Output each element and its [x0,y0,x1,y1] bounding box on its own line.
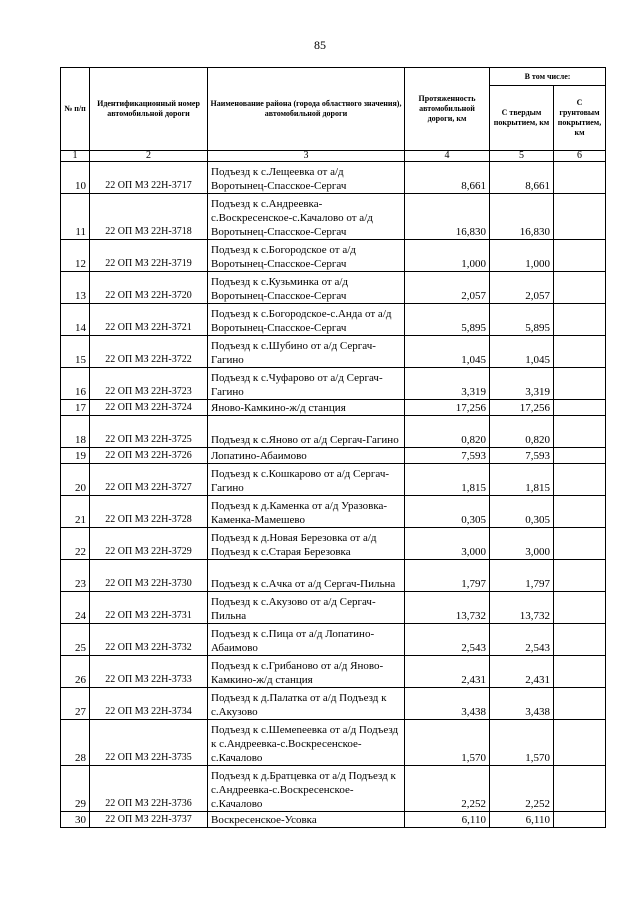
soil-surface-length [554,688,606,720]
road-name: Подъезд к с.Акузово от а/д Сергач-Пильна [208,592,405,624]
soil-surface-length [554,194,606,240]
soil-surface-length [554,448,606,464]
hard-surface-length: 6,110 [490,812,554,828]
header-hard: С твердым покрытием, км [490,86,554,151]
row-number: 10 [61,162,90,194]
road-length: 2,057 [405,272,490,304]
road-length: 3,000 [405,528,490,560]
hard-surface-length: 3,000 [490,528,554,560]
road-id: 22 ОП МЗ 22Н-3726 [90,448,208,464]
road-name: Яново-Камкино-ж/д станция [208,400,405,416]
road-name: Подъезд к с.Андреевка-с.Воскресенское-с.Качалово от а/д Воротынец-Спасское-Сергач [208,194,405,240]
row-number: 29 [61,766,90,812]
header-soil: С грунтовым покрытием, км [554,86,606,151]
road-id: 22 ОП МЗ 22Н-3728 [90,496,208,528]
row-number: 27 [61,688,90,720]
row-number: 15 [61,336,90,368]
soil-surface-length [554,720,606,766]
soil-surface-length [554,162,606,194]
road-name: Подъезд к с.Кузьминка от а/д Воротынец-Спасское-Сергач [208,272,405,304]
table-row [61,592,606,624]
soil-surface-length [554,400,606,416]
hard-surface-length: 5,895 [490,304,554,336]
column-number: 1 [61,151,90,162]
hard-surface-length: 0,305 [490,496,554,528]
row-number: 11 [61,194,90,240]
hard-surface-length: 8,661 [490,162,554,194]
hard-surface-length: 16,830 [490,194,554,240]
road-name: Воскресенское-Усовка [208,812,405,828]
road-length: 13,732 [405,592,490,624]
table-row [61,400,606,416]
road-id: 22 ОП МЗ 22Н-3717 [90,162,208,194]
road-name: Подъезд к с.Шубино от а/д Сергач-Гагино [208,336,405,368]
soil-surface-length [554,812,606,828]
table-row [61,688,606,720]
row-number: 17 [61,400,90,416]
road-name: Подъезд к д.Новая Березовка от а/д Подъезд к с.Старая Березовка [208,528,405,560]
table-row [61,240,606,272]
row-number: 28 [61,720,90,766]
road-id: 22 ОП МЗ 22Н-3737 [90,812,208,828]
column-number: 5 [490,151,554,162]
road-id: 22 ОП МЗ 22Н-3731 [90,592,208,624]
row-number: 13 [61,272,90,304]
road-length: 16,830 [405,194,490,240]
hard-surface-length: 13,732 [490,592,554,624]
column-number: 2 [90,151,208,162]
road-length: 5,895 [405,304,490,336]
road-length: 0,305 [405,496,490,528]
road-id: 22 ОП МЗ 22Н-3722 [90,336,208,368]
soil-surface-length [554,272,606,304]
road-id: 22 ОП МЗ 22Н-3734 [90,688,208,720]
soil-surface-length [554,592,606,624]
column-number: 3 [208,151,405,162]
road-id: 22 ОП МЗ 22Н-3736 [90,766,208,812]
road-length: 1,797 [405,560,490,592]
road-id: 22 ОП МЗ 22Н-3724 [90,400,208,416]
road-id: 22 ОП МЗ 22Н-3729 [90,528,208,560]
hard-surface-length: 1,815 [490,464,554,496]
table-row [61,496,606,528]
hard-surface-length: 1,797 [490,560,554,592]
road-name: Подъезд к с.Шемеnеевка от а/д Подъезд к с.Андреевка-с.Воскресенское-с.Качалово [208,720,405,766]
header-num: № п/п [61,68,90,151]
table-body [61,162,606,828]
table-row [61,560,606,592]
header-name: Наименование района (города областного значения), автомобильной дороги [208,68,405,151]
hard-surface-length: 1,000 [490,240,554,272]
row-number: 23 [61,560,90,592]
road-length: 1,815 [405,464,490,496]
road-id: 22 ОП МЗ 22Н-3735 [90,720,208,766]
header-group: В том числе: [490,68,606,86]
row-number: 16 [61,368,90,400]
table-row [61,368,606,400]
roads-table [60,67,606,828]
road-name: Подъезд к с.Ачка от а/д Сергач-Пильна [208,560,405,592]
road-length: 1,000 [405,240,490,272]
row-number: 14 [61,304,90,336]
hard-surface-length: 7,593 [490,448,554,464]
road-id: 22 ОП МЗ 22Н-3718 [90,194,208,240]
hard-surface-length: 1,045 [490,336,554,368]
table-row [61,528,606,560]
page-number: 85 [314,38,326,52]
soil-surface-length [554,560,606,592]
hard-surface-length: 1,570 [490,720,554,766]
road-id: 22 ОП МЗ 22Н-3733 [90,656,208,688]
row-number: 26 [61,656,90,688]
road-length: 6,110 [405,812,490,828]
table-row [61,766,606,812]
road-name: Подъезд к с.Пица от а/д Лопатино-Абаимово [208,624,405,656]
road-length: 2,252 [405,766,490,812]
table-row [61,656,606,688]
road-length: 3,319 [405,368,490,400]
table-row [61,812,606,828]
hard-surface-length: 17,256 [490,400,554,416]
row-number: 22 [61,528,90,560]
soil-surface-length [554,368,606,400]
table-row [61,416,606,448]
road-name: Подъезд к д.Каменка от а/д Уразовка-Каменка-Мамешево [208,496,405,528]
road-length: 3,438 [405,688,490,720]
road-name: Подъезд к д.Братцевка от а/д Подъезд к с.Андреевка-с.Воскресенское-с.Качалово [208,766,405,812]
table-row [61,720,606,766]
road-name: Подъезд к с.Яново от а/д Сергач-Гагино [208,416,405,448]
row-number: 21 [61,496,90,528]
row-number: 12 [61,240,90,272]
road-length: 17,256 [405,400,490,416]
road-length: 7,593 [405,448,490,464]
hard-surface-length: 2,057 [490,272,554,304]
road-id: 22 ОП МЗ 22Н-3725 [90,416,208,448]
road-id: 22 ОП МЗ 22Н-3732 [90,624,208,656]
road-id: 22 ОП МЗ 22Н-3730 [90,560,208,592]
table-row [61,304,606,336]
road-name: Подъезд к с.Богородское от а/д Воротынец-Спасское-Сергач [208,240,405,272]
road-name: Подъезд к с.Грибаново от а/д Яново-Камкино-ж/д станция [208,656,405,688]
soil-surface-length [554,336,606,368]
table-row [61,448,606,464]
road-id: 22 ОП МЗ 22Н-3721 [90,304,208,336]
hard-surface-length: 2,252 [490,766,554,812]
road-length: 0,820 [405,416,490,448]
soil-surface-length [554,624,606,656]
row-number: 24 [61,592,90,624]
road-length: 1,045 [405,336,490,368]
soil-surface-length [554,766,606,812]
road-name: Подъезд к с.Кошкарово от а/д Сергач-Гагино [208,464,405,496]
table-row [61,272,606,304]
column-number: 4 [405,151,490,162]
row-number: 18 [61,416,90,448]
table-row [61,624,606,656]
row-number: 20 [61,464,90,496]
hard-surface-length: 2,431 [490,656,554,688]
soil-surface-length [554,656,606,688]
road-name: Подъезд к с.Лещеевка от а/д Воротынец-Спасское-Сергач [208,162,405,194]
road-length: 2,431 [405,656,490,688]
header-id: Идентификационный номер автомобильной дороги [90,68,208,151]
table-row [61,162,606,194]
soil-surface-length [554,416,606,448]
road-name: Подъезд к с.Богородское-с.Анда от а/д Воротынец-Спасское-Сергач [208,304,405,336]
road-name: Лопатино-Абаимово [208,448,405,464]
header-length: Протяженность автомобильной дороги, км [405,68,490,151]
road-id: 22 ОП МЗ 22Н-3720 [90,272,208,304]
table-row [61,464,606,496]
road-length: 1,570 [405,720,490,766]
hard-surface-length: 2,543 [490,624,554,656]
column-number: 6 [554,151,606,162]
road-id: 22 ОП МЗ 22Н-3723 [90,368,208,400]
hard-surface-length: 3,438 [490,688,554,720]
hard-surface-length: 3,319 [490,368,554,400]
soil-surface-length [554,240,606,272]
soil-surface-length [554,304,606,336]
table-row [61,194,606,240]
row-number: 19 [61,448,90,464]
road-id: 22 ОП МЗ 22Н-3727 [90,464,208,496]
road-length: 2,543 [405,624,490,656]
soil-surface-length [554,528,606,560]
road-length: 8,661 [405,162,490,194]
soil-surface-length [554,464,606,496]
road-name: Подъезд к д.Палатка от а/д Подъезд к с.Акузово [208,688,405,720]
road-id: 22 ОП МЗ 22Н-3719 [90,240,208,272]
road-name: Подъезд к с.Чуфарово от а/д Сергач-Гагино [208,368,405,400]
row-number: 30 [61,812,90,828]
table-row [61,336,606,368]
row-number: 25 [61,624,90,656]
hard-surface-length: 0,820 [490,416,554,448]
soil-surface-length [554,496,606,528]
